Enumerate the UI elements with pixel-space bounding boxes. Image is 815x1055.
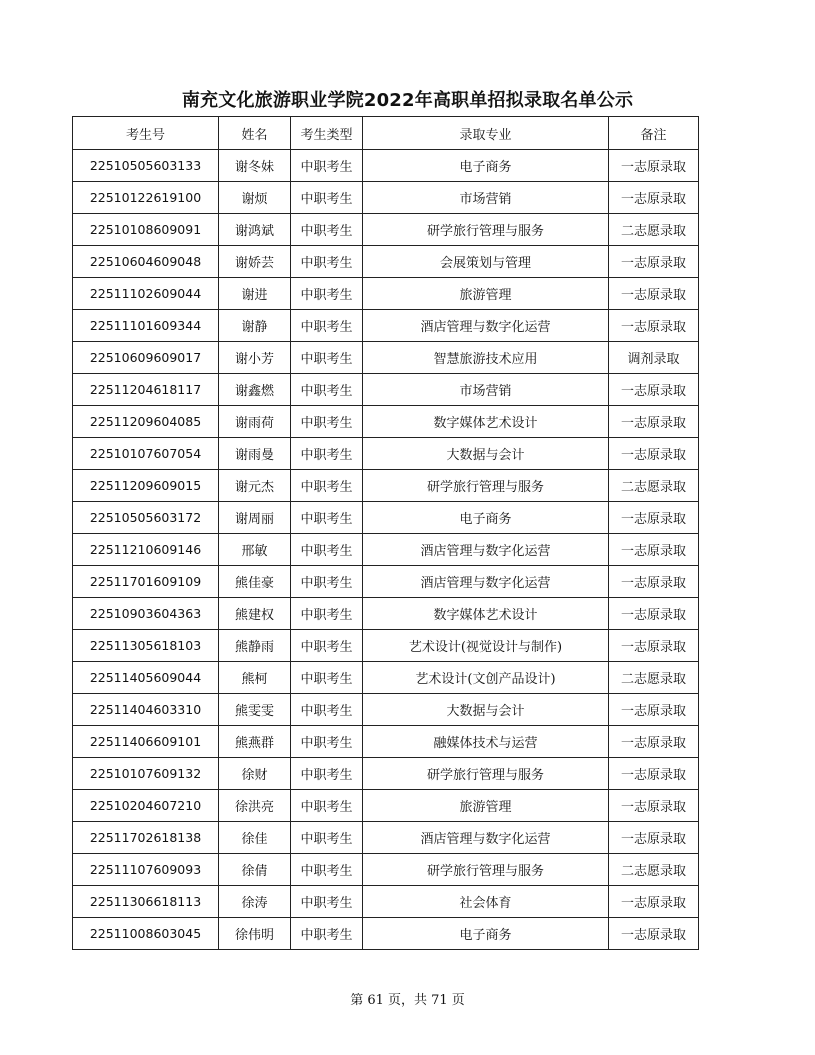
candidate-type-cell: 中职考生: [291, 182, 363, 214]
name-cell: 谢雨荷: [219, 406, 291, 438]
name-cell: 熊建权: [219, 598, 291, 630]
name-cell: 邢敏: [219, 534, 291, 566]
remarks-cell: 一志原录取: [609, 150, 699, 182]
major-cell: 酒店管理与数字化运营: [363, 534, 609, 566]
major-cell: 融媒体技术与运营: [363, 726, 609, 758]
remarks-cell: 调剂录取: [609, 342, 699, 374]
candidate-id-cell: 22511107609093: [73, 854, 219, 886]
candidate-type-cell: 中职考生: [291, 470, 363, 502]
remarks-cell: 一志原录取: [609, 566, 699, 598]
major-cell: 酒店管理与数字化运营: [363, 566, 609, 598]
remarks-cell: 一志原录取: [609, 758, 699, 790]
candidate-id-cell: 22511406609101: [73, 726, 219, 758]
major-cell: 研学旅行管理与服务: [363, 854, 609, 886]
remarks-cell: 一志原录取: [609, 598, 699, 630]
table-row: [73, 790, 699, 822]
table-row: [73, 854, 699, 886]
candidate-type-cell: 中职考生: [291, 758, 363, 790]
table-row: [73, 886, 699, 918]
name-cell: 熊燕群: [219, 726, 291, 758]
candidate-type-cell: 中职考生: [291, 214, 363, 246]
name-cell: 谢鸿斌: [219, 214, 291, 246]
remarks-cell: 一志原录取: [609, 726, 699, 758]
major-cell: 艺术设计(视觉设计与制作): [363, 630, 609, 662]
table-row: [73, 470, 699, 502]
name-cell: 谢元杰: [219, 470, 291, 502]
candidate-id-cell: 22510107607054: [73, 438, 219, 470]
remarks-cell: 一志原录取: [609, 630, 699, 662]
name-cell: 谢周丽: [219, 502, 291, 534]
major-cell: 大数据与会计: [363, 694, 609, 726]
candidate-type-cell: 中职考生: [291, 502, 363, 534]
candidate-id-cell: 22511405609044: [73, 662, 219, 694]
candidate-id-cell: 22511210609146: [73, 534, 219, 566]
candidate-id-cell: 22511209604085: [73, 406, 219, 438]
table-row: [73, 438, 699, 470]
candidate-id-cell: 22511702618138: [73, 822, 219, 854]
name-cell: 徐倩: [219, 854, 291, 886]
major-cell: 智慧旅游技术应用: [363, 342, 609, 374]
remarks-cell: 二志愿录取: [609, 470, 699, 502]
name-cell: 谢娇芸: [219, 246, 291, 278]
table-row: [73, 822, 699, 854]
name-cell: 谢雨曼: [219, 438, 291, 470]
candidate-id-cell: 22510604609048: [73, 246, 219, 278]
remarks-cell: 一志原录取: [609, 374, 699, 406]
remarks-cell: 一志原录取: [609, 406, 699, 438]
candidate-id-cell: 22511209609015: [73, 470, 219, 502]
major-cell: 艺术设计(文创产品设计): [363, 662, 609, 694]
table-row: [73, 726, 699, 758]
table-body: [73, 150, 699, 950]
remarks-cell: 一志原录取: [609, 918, 699, 950]
table-row: [73, 918, 699, 950]
major-cell: 社会体育: [363, 886, 609, 918]
major-cell: 市场营销: [363, 374, 609, 406]
header-major: 录取专业: [363, 117, 609, 150]
table-row: [73, 502, 699, 534]
table-row: [73, 150, 699, 182]
candidate-id-cell: 22510505603172: [73, 502, 219, 534]
major-cell: 数字媒体艺术设计: [363, 406, 609, 438]
major-cell: 市场营销: [363, 182, 609, 214]
remarks-cell: 一志原录取: [609, 790, 699, 822]
candidate-type-cell: 中职考生: [291, 918, 363, 950]
candidate-type-cell: 中职考生: [291, 886, 363, 918]
page-title: 南充文化旅游职业学院2022年高职单招拟录取名单公示: [181, 90, 634, 111]
candidate-id-cell: 22510505603133: [73, 150, 219, 182]
candidate-type-cell: 中职考生: [291, 310, 363, 342]
name-cell: 徐伟明: [219, 918, 291, 950]
name-cell: 谢鑫燃: [219, 374, 291, 406]
remarks-cell: 一志原录取: [609, 310, 699, 342]
table-row: [73, 278, 699, 310]
major-cell: 酒店管理与数字化运营: [363, 310, 609, 342]
candidate-id-cell: 22511101609344: [73, 310, 219, 342]
major-cell: 电子商务: [363, 150, 609, 182]
name-cell: 谢小芳: [219, 342, 291, 374]
candidate-id-cell: 22511305618103: [73, 630, 219, 662]
remarks-cell: 一志原录取: [609, 534, 699, 566]
table-row: [73, 214, 699, 246]
remarks-cell: 一志原录取: [609, 502, 699, 534]
candidate-type-cell: 中职考生: [291, 278, 363, 310]
major-cell: 大数据与会计: [363, 438, 609, 470]
candidate-type-cell: 中职考生: [291, 790, 363, 822]
candidate-id-cell: 22511102609044: [73, 278, 219, 310]
table-header-row: [73, 117, 699, 150]
major-cell: 旅游管理: [363, 790, 609, 822]
table-row: [73, 598, 699, 630]
name-cell: 熊柯: [219, 662, 291, 694]
candidate-id-cell: 22511701609109: [73, 566, 219, 598]
major-cell: 电子商务: [363, 918, 609, 950]
remarks-cell: 一志原录取: [609, 438, 699, 470]
major-cell: 旅游管理: [363, 278, 609, 310]
remarks-cell: 一志原录取: [609, 822, 699, 854]
header-name: 姓名: [219, 117, 291, 150]
remarks-cell: 一志原录取: [609, 182, 699, 214]
candidate-id-cell: 22511008603045: [73, 918, 219, 950]
name-cell: 熊雯雯: [219, 694, 291, 726]
table-row: [73, 374, 699, 406]
candidate-id-cell: 22511404603310: [73, 694, 219, 726]
name-cell: 徐佳: [219, 822, 291, 854]
candidate-type-cell: 中职考生: [291, 438, 363, 470]
table-row: [73, 630, 699, 662]
major-cell: 研学旅行管理与服务: [363, 758, 609, 790]
name-cell: 谢烦: [219, 182, 291, 214]
candidate-type-cell: 中职考生: [291, 374, 363, 406]
table-row: [73, 662, 699, 694]
remarks-cell: 一志原录取: [609, 246, 699, 278]
name-cell: 徐涛: [219, 886, 291, 918]
candidate-type-cell: 中职考生: [291, 246, 363, 278]
major-cell: 会展策划与管理: [363, 246, 609, 278]
name-cell: 谢冬妹: [219, 150, 291, 182]
major-cell: 数字媒体艺术设计: [363, 598, 609, 630]
header-candidate-type: 考生类型: [291, 117, 363, 150]
candidate-type-cell: 中职考生: [291, 662, 363, 694]
header-candidate-id: 考生号: [73, 117, 219, 150]
candidate-id-cell: 22510903604363: [73, 598, 219, 630]
table-row: [73, 694, 699, 726]
candidate-type-cell: 中职考生: [291, 854, 363, 886]
major-cell: 研学旅行管理与服务: [363, 214, 609, 246]
remarks-cell: 一志原录取: [609, 694, 699, 726]
candidate-id-cell: 22510107609132: [73, 758, 219, 790]
table-row: [73, 182, 699, 214]
major-cell: 电子商务: [363, 502, 609, 534]
remarks-cell: 二志愿录取: [609, 662, 699, 694]
table-row: [73, 342, 699, 374]
remarks-cell: 一志原录取: [609, 886, 699, 918]
table-row: [73, 758, 699, 790]
remarks-cell: 二志愿录取: [609, 854, 699, 886]
table-row: [73, 566, 699, 598]
candidate-id-cell: 22511306618113: [73, 886, 219, 918]
remarks-cell: 二志愿录取: [609, 214, 699, 246]
name-cell: 徐财: [219, 758, 291, 790]
candidate-id-cell: 22510204607210: [73, 790, 219, 822]
candidate-type-cell: 中职考生: [291, 694, 363, 726]
page-number: 第 61 页，共 71 页: [350, 993, 465, 1008]
candidate-type-cell: 中职考生: [291, 566, 363, 598]
name-cell: 熊静雨: [219, 630, 291, 662]
name-cell: 谢静: [219, 310, 291, 342]
table-row: [73, 310, 699, 342]
table-row: [73, 534, 699, 566]
major-cell: 研学旅行管理与服务: [363, 470, 609, 502]
candidate-type-cell: 中职考生: [291, 598, 363, 630]
remarks-cell: 一志原录取: [609, 278, 699, 310]
admission-table: [72, 116, 699, 950]
candidate-type-cell: 中职考生: [291, 342, 363, 374]
table-row: [73, 406, 699, 438]
candidate-id-cell: 22510122619100: [73, 182, 219, 214]
candidate-type-cell: 中职考生: [291, 630, 363, 662]
candidate-type-cell: 中职考生: [291, 150, 363, 182]
candidate-type-cell: 中职考生: [291, 534, 363, 566]
name-cell: 谢进: [219, 278, 291, 310]
table-row: [73, 246, 699, 278]
candidate-id-cell: 22510609609017: [73, 342, 219, 374]
candidate-type-cell: 中职考生: [291, 822, 363, 854]
candidate-id-cell: 22511204618117: [73, 374, 219, 406]
name-cell: 徐洪亮: [219, 790, 291, 822]
header-remarks: 备注: [609, 117, 699, 150]
major-cell: 酒店管理与数字化运营: [363, 822, 609, 854]
candidate-type-cell: 中职考生: [291, 726, 363, 758]
name-cell: 熊佳豪: [219, 566, 291, 598]
candidate-type-cell: 中职考生: [291, 406, 363, 438]
candidate-id-cell: 22510108609091: [73, 214, 219, 246]
